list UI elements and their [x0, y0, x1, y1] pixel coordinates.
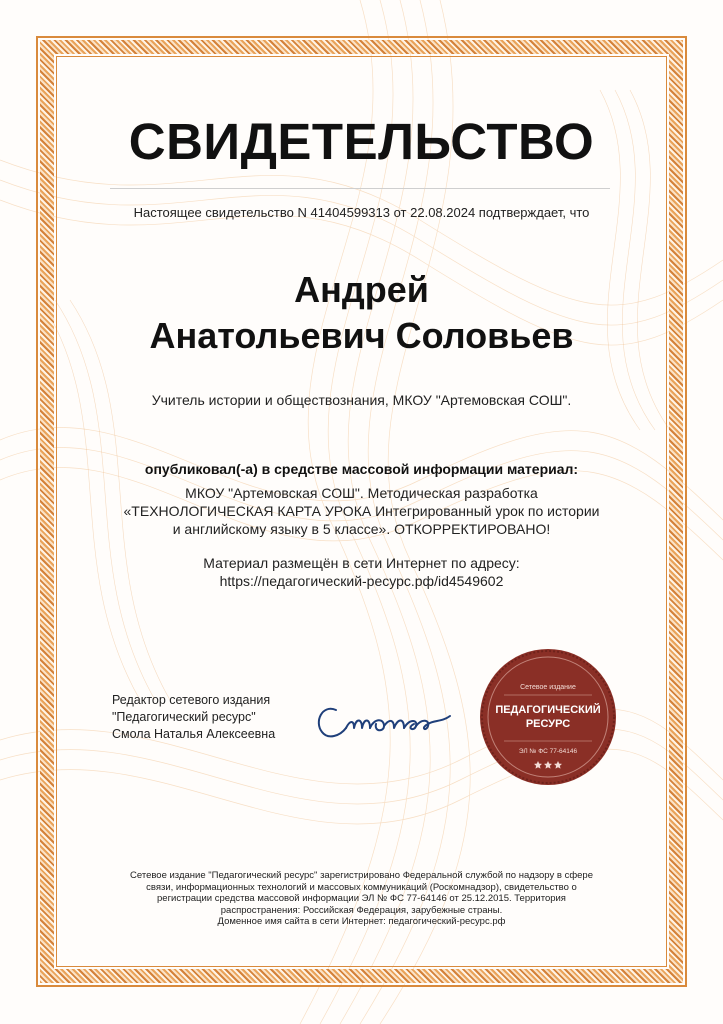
certificate-content: [60, 60, 663, 963]
footer-line4: распространения: Российская Федерация, зарубежные страны.: [220, 904, 503, 916]
editor-line3: Смола Наталья Алексеевна: [112, 727, 276, 741]
certificate-title: СВИДЕТЕЛЬСТВО: [128, 113, 595, 170]
recipient-name: [60, 267, 663, 359]
editor-signature: [310, 688, 460, 748]
stamp-reg-text: ЭЛ № ФС 77-64146: [518, 748, 578, 755]
material-description: [100, 484, 623, 538]
editor-block: [112, 692, 312, 743]
material-line1: МКОУ "Артемовская СОШ". Методическая разработка: [185, 485, 538, 501]
footer-line3: регистрации средства массовой информации ЭЛ № ФС 77-64146 от 25.12.2015. Территория: [157, 893, 566, 904]
material-line3: и английскому языку в 5 классе». ОТКОРРЕКТИРОВАНО!: [172, 521, 551, 537]
recipient-position: Учитель истории и обществознания, МКОУ "Артемовская СОШ".: [151, 392, 572, 408]
publisher-stamp: [478, 647, 618, 787]
legal-footer: [100, 870, 623, 928]
footer-line5: Доменное имя сайта в сети Интернет: педагогический-ресурс.рф: [217, 916, 506, 927]
address-url: https://педагогический-ресурс.рф/id4549602: [219, 573, 504, 589]
footer-line2: связи, информационных технологий и массовых коммуникаций (Роскомнадзор), свидетельство о: [146, 881, 577, 893]
published-label: опубликовал(-а) в средстве массовой информации материал:: [144, 461, 579, 477]
editor-line2: "Педагогический ресурс": [112, 710, 256, 724]
address-label: Материал размещён в сети Интернет по адресу:: [203, 555, 520, 571]
editor-line1: Редактор сетевого издания: [112, 693, 271, 707]
stamp-main-line2: РЕСУРС: [525, 718, 571, 730]
material-line2: «ТЕХНОЛОГИЧЕСКАЯ КАРТА УРОКА Интегрированный урок по истории: [123, 503, 600, 519]
title-divider: [110, 188, 610, 189]
recipient-name-line2: Анатольевич Соловьев: [149, 315, 574, 356]
stamp-top-text: Сетевое издание: [520, 684, 576, 691]
footer-line1: Сетевое издание "Педагогический ресурс" зарегистрировано Федеральной службой по надзору в сфере: [130, 870, 593, 881]
recipient-name-line1: Андрей: [294, 269, 429, 310]
certificate-statement: Настоящее свидетельство N 41404599313 от 22.08.2024 подтверждает, что: [133, 205, 590, 220]
stamp-main-line1: ПЕДАГОГИЧЕСКИЙ: [495, 704, 601, 716]
material-address: [60, 554, 663, 590]
